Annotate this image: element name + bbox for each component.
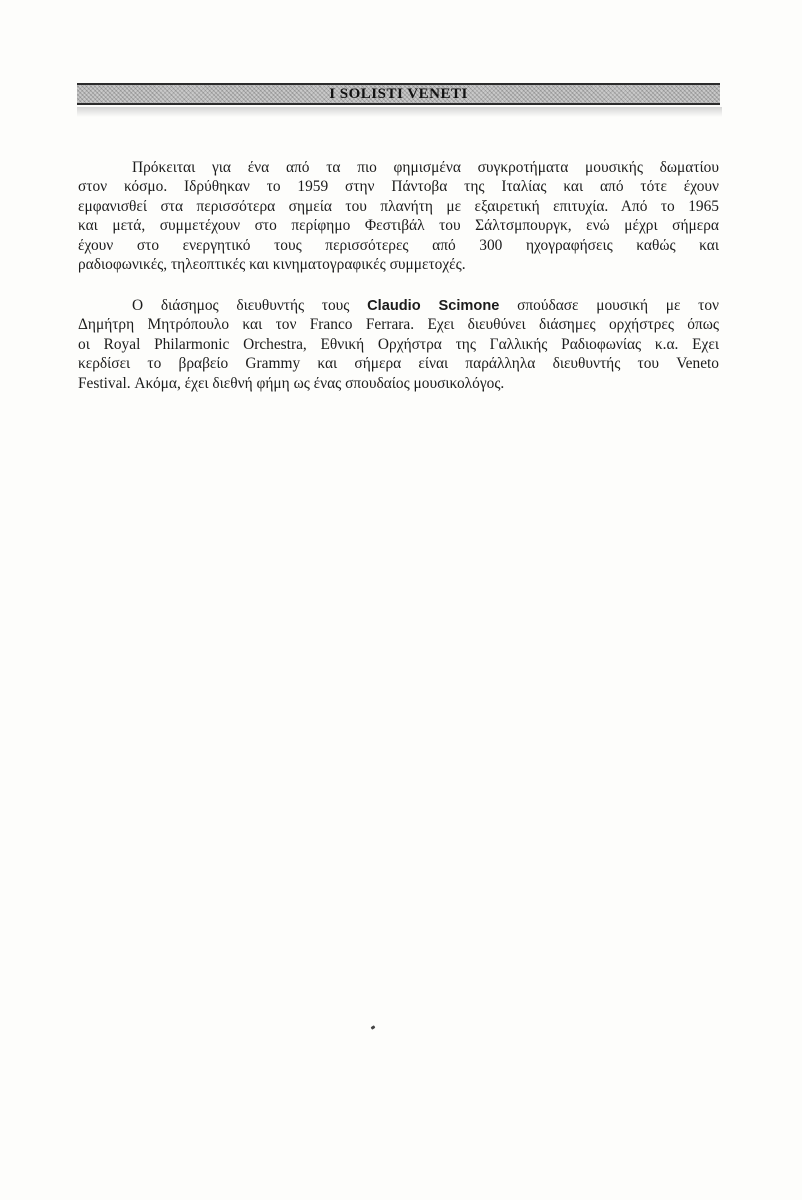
conductor-name: Claudio Scimone — [367, 298, 500, 314]
paragraph-2-line: κερδίσει το βραβείο Grammy και σήμερα είναι παράλληλα διευθυντής του Veneto — [78, 355, 719, 373]
paragraph-2-line: Festival. Ακόμα, έχει διεθνή φήμη ως ένας σπουδαίος μουσικολόγος. — [78, 374, 505, 392]
paragraph-1-line: έχουν στο ενεργητικό τους περισσότερες από 300 ηχογραφήσεις καθώς και — [78, 236, 719, 254]
paragraph-2-text: Ο διάσημος διευθυντής τους — [132, 297, 350, 314]
paragraph-2-text: σπούδασε μουσική με τον — [517, 297, 719, 314]
paragraph-2-line: οι Royal Philarmonic Orchestra, Εθνική Ορχήστρα της Γαλλικής Ραδιοφωνίας κ.α. Εχει — [78, 335, 719, 353]
paragraph-1 — [78, 158, 719, 274]
paragraph-1-line: ραδιοφωνικές, τηλεοπτικές και κινηματογραφικές συμμετοχές. — [78, 255, 466, 273]
paragraph-1-line: εμφανισθεί στα περισσότερα σημεία του πλανήτη με εξαιρετική επιτυχία. Από το 1965 — [78, 197, 719, 215]
paragraph-2-line: Δημήτρη Μητρόπουλο και τον Franco Ferrara. Εχει διευθύνει διάσημες ορχήστρες όπως — [78, 316, 719, 334]
title-banner — [77, 83, 720, 105]
paragraph-2-first-line — [78, 296, 719, 315]
paragraph-1-line: Πρόκειται για ένα από τα πιο φημισμένα συγκροτήματα μουσικής δωματίου — [132, 159, 719, 176]
paragraph-1-line: στον κόσμο. Ιδρύθηκαν το 1959 στην Πάντοβα της Ιταλίας και από τότε έχουν — [78, 178, 719, 196]
paragraph-2 — [78, 296, 719, 393]
paragraph-1-line: και μετά, συμμετέχουν στο περίφημο Φεστιβάλ του Σάλτσμπουργκ, ενώ μέχρι σήμερα — [78, 217, 719, 235]
document-title: I SOLISTI VENETI — [329, 86, 468, 102]
title-banner-shadow — [77, 107, 722, 117]
paper-speck — [371, 1025, 376, 1030]
